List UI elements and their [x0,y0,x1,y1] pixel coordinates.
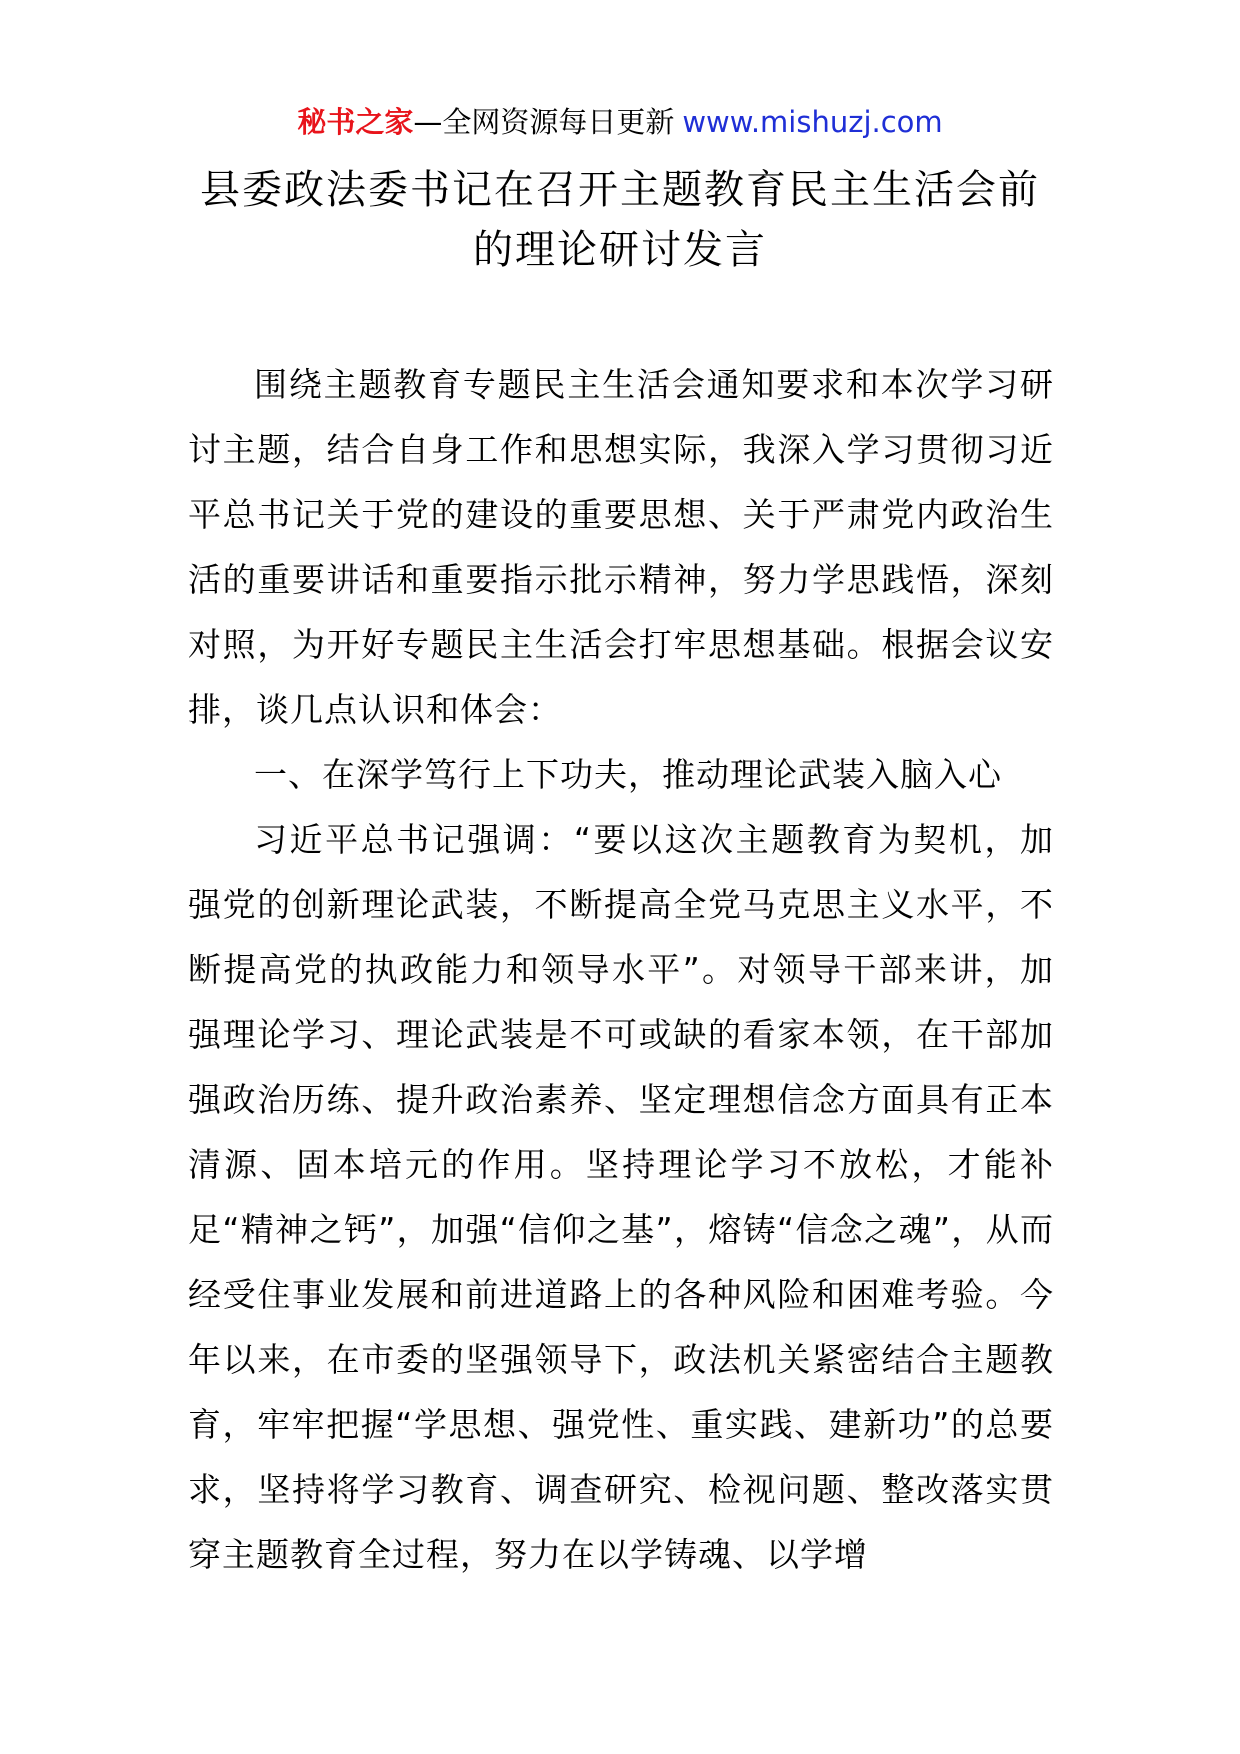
brand-name: 秘书之家 [297,105,414,139]
title-line-1: 县委政法委书记在召开主题教育民主生活会前 [200,167,1040,213]
document-title [170,160,1070,280]
title-line-2: 的理论研讨发言 [473,227,767,273]
intro-paragraph: 围绕主题教育专题民主生活会通知要求和本次学习研讨主题，结合自身工作和思想实际，我深入学习贯彻习近平总书记关于党的建设的重要思想、关于严肃党内政治生活的重要讲话和重要指示批示精神，努力学思践悟，深刻对照，为开好专题民主生活会打牢思想基础。根据会议安排，谈几点认识和体会： [188,365,1054,729]
header-tagline: —全网资源每日更新 [413,105,675,139]
document-body [188,352,1054,1587]
site-header [0,100,1240,144]
section-heading-1: 一、在深学笃行上下功夫，推动理论武装入脑入心 [254,755,1002,794]
body-paragraph: 习近平总书记强调：“要以这次主题教育为契机，加强党的创新理论武装，不断提高全党马克思主义水平，不断提高党的执政能力和领导水平”。对领导干部来讲，加强理论学习、理论武装是不可或缺的看家本领，在干部加强政治历练、提升政治素养、坚定理想信念方面具有正本清源、固本培元的作用。坚持理论学习不放松，才能补足“精神之钙”，加强“信仰之基”，熔铸“信念之魂”，从而经受住事业发展和前进道路上的各种风险和困难考验。今年以来，在市委的坚强领导下，政法机关紧密结合主题教育，牢牢把握“学思想、强党性、重实践、建新功”的总要求，坚持将学习教育、调查研究、检视问题、整改落实贯穿主题教育全过程，努力在以学铸魂、以学增 [188,820,1054,1574]
site-url-link[interactable]: www.mishuzj.com [682,105,943,139]
